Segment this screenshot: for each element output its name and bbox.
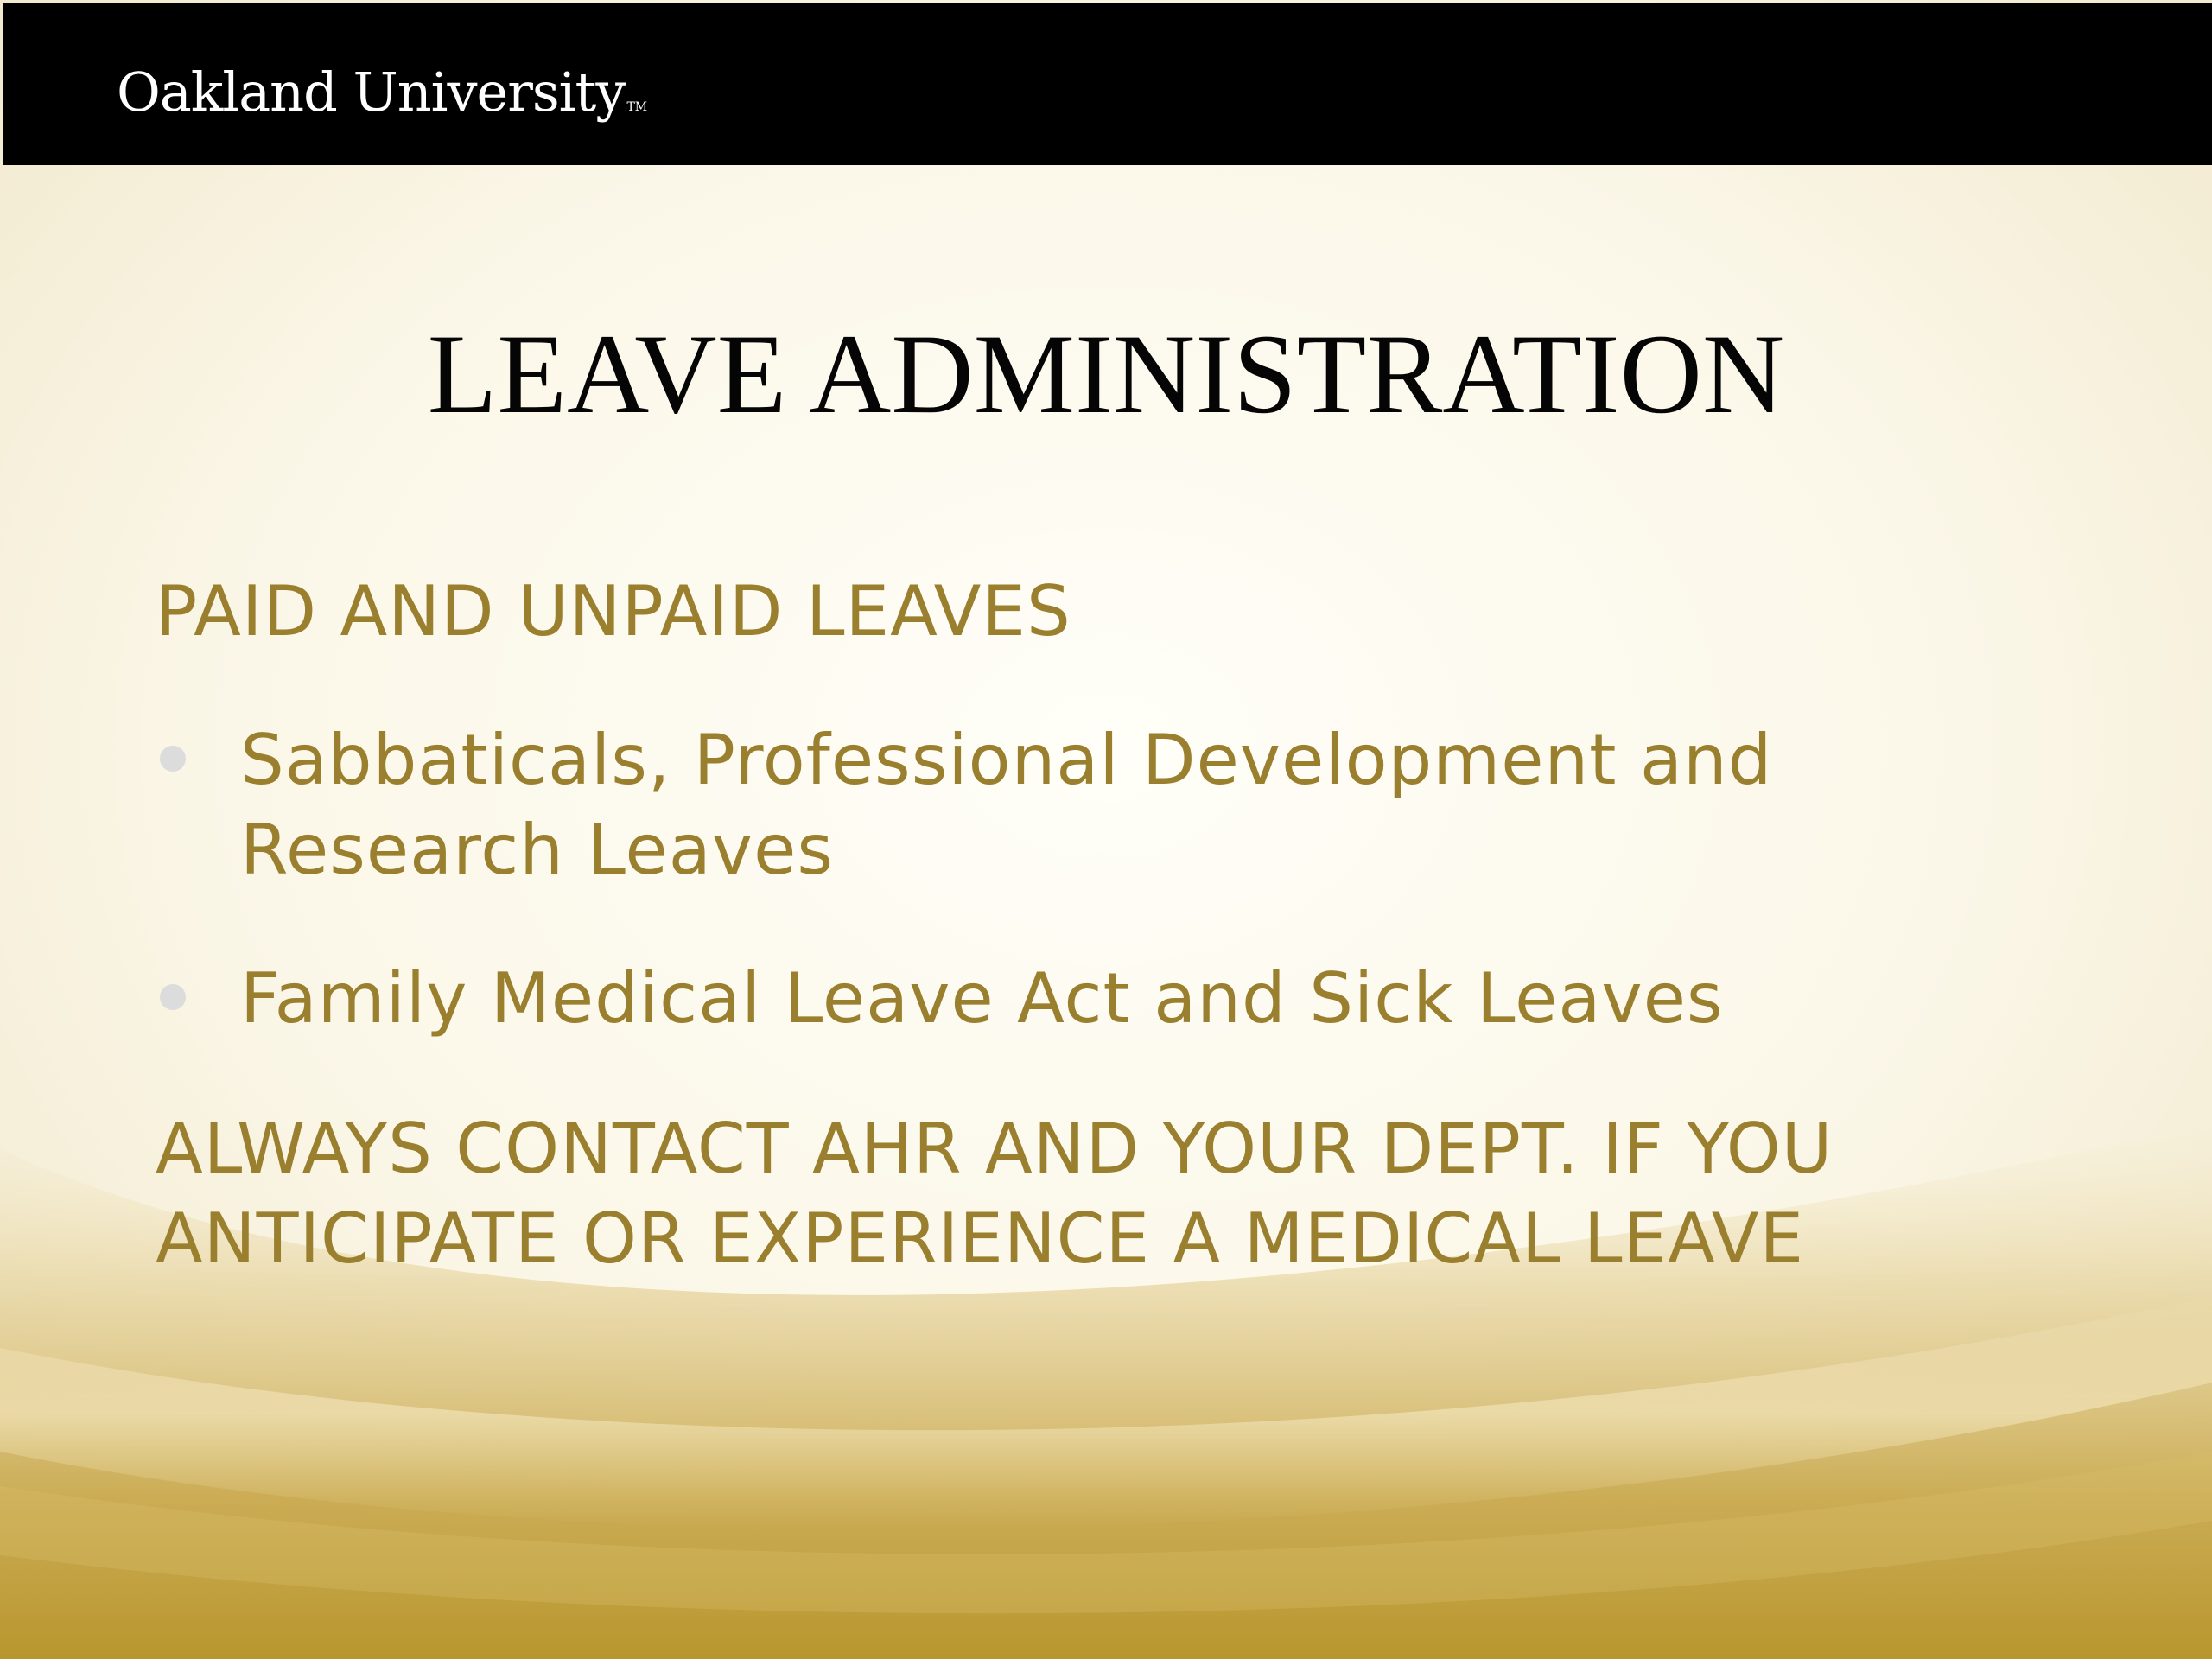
section-heading-contact-ahr [156, 1104, 1833, 1284]
slide-title: LEAVE ADMINISTRATION [427, 310, 1785, 437]
bullet-line: Family Medical Leave Act and Sick Leaves [240, 958, 1724, 1039]
bullet-dot-icon [160, 984, 186, 1010]
heading-line: ALWAYS CONTACT AHR AND YOUR DEPT. IF YOU [156, 1109, 1834, 1189]
bullet-line: Research Leaves [240, 810, 835, 890]
heading-line: ANTICIPATE OR EXPERIENCE A MEDICAL LEAVE [156, 1198, 1805, 1279]
university-logo: Oakland University TM [117, 60, 648, 124]
section-heading-paid-unpaid: PAID AND UNPAID LEAVES [156, 571, 1071, 652]
bullet-line: Sabbaticals, Professional Development and [240, 720, 1773, 800]
trademark-mark: TM [626, 100, 648, 114]
bullet-dot-icon [160, 746, 186, 772]
